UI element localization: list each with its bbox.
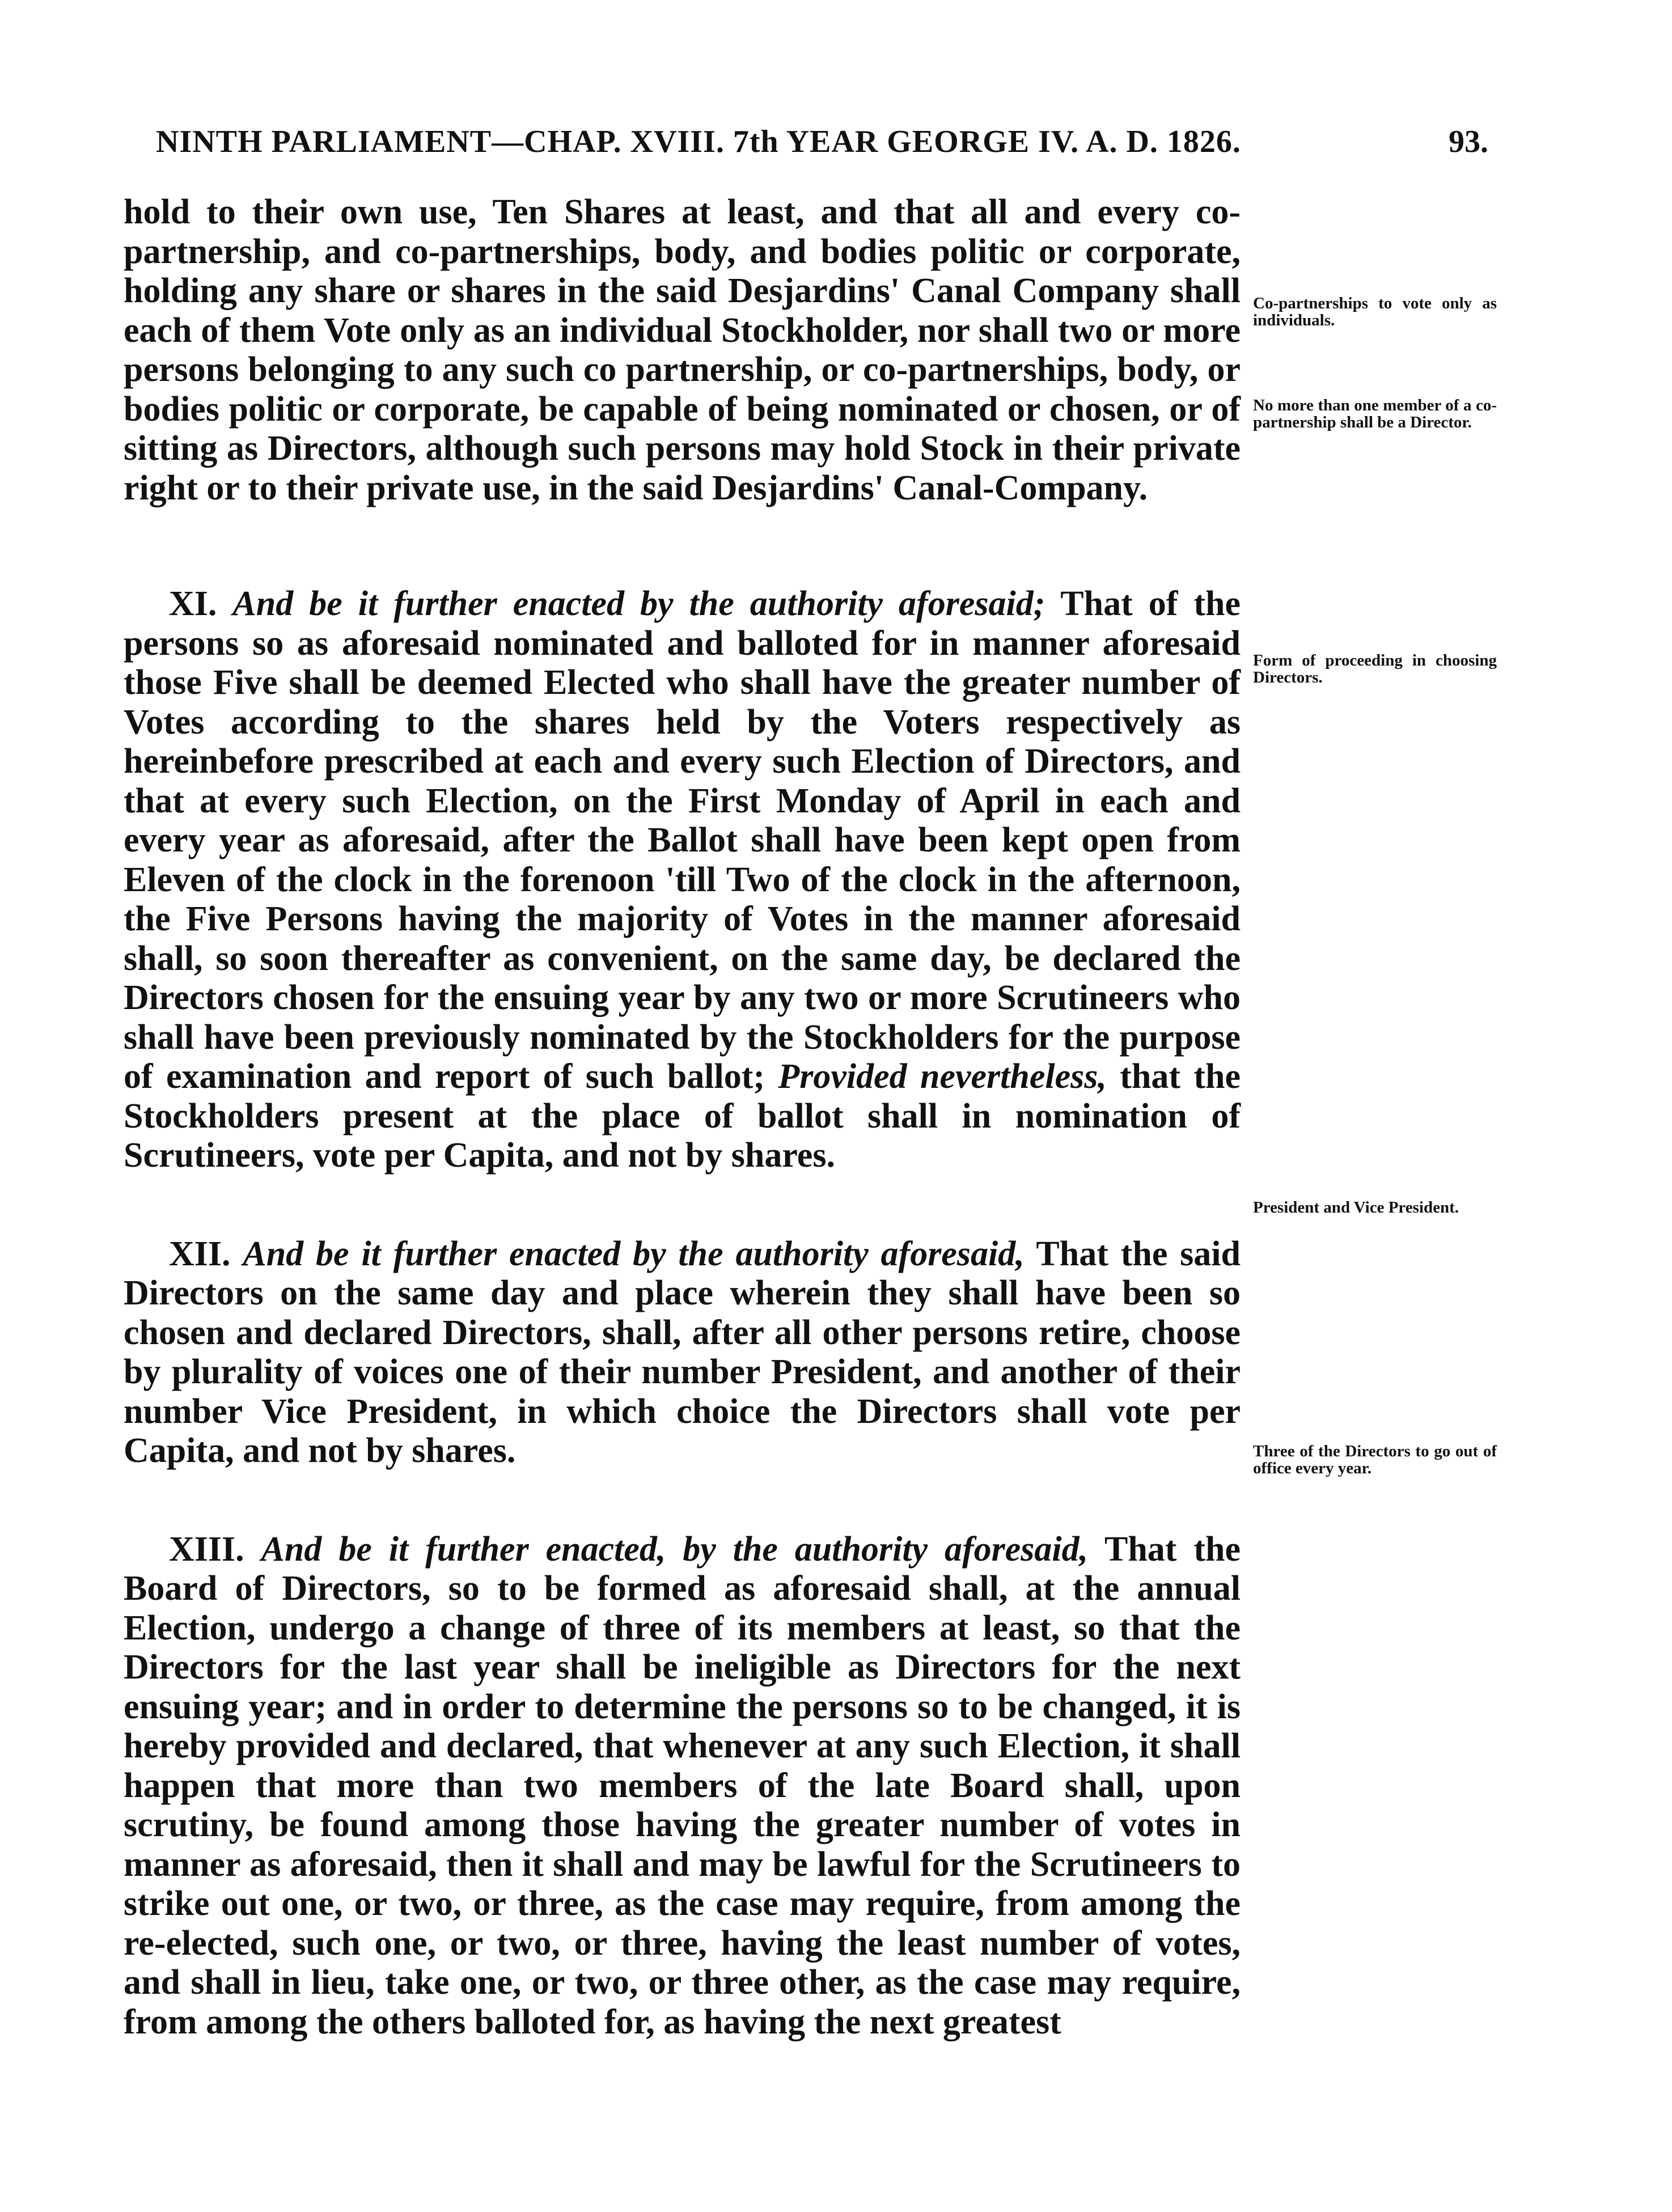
section-text: That of the persons so as aforesaid nominated and balloted for in manner aforesaid those Five shall be deemed Elected who shall have the greater number of Votes according to the shares held by the Voters respectively as hereinbefore prescribed at each and every such Election of Directors, and that at every such Election, on the First Monday of April in each and every year as aforesaid, after the Ballot shall have been kept open from Eleven of the clock in the forenoon 'till Two of the clock in the afternoon, the Five Persons having the majority of Votes in the manner aforesaid shall, so soon thereafter as convenient, on the same day, be declared the Directors chosen for the ensuing year by any two or more Scrutineers who shall have been previously nominated by the Stockholders for the purpose of examination and report of such ballot; [124, 584, 1241, 1096]
running-head: NINTH PARLIAMENT—CHAP. XVIII. 7th YEAR GEORGE IV. A. D. 1826. [156, 124, 1241, 159]
section-text-continued: that the Stockholders present at the place of ballot shall in nomination of Scrutineers, vote per Capita, and not by shares. [124, 1057, 1241, 1175]
page-header [156, 119, 1488, 164]
side-note-president: President and Vice President. [1253, 1198, 1459, 1217]
section-number: XI. [169, 584, 217, 623]
section-xiii [124, 1530, 1241, 2043]
side-note-three-directors: Three of the Directors to go out of office every year. [1253, 1442, 1497, 1477]
paragraph-continuation: hold to their own use, Ten Shares at least, and that all and every co-partnership, and co-partnerships, body, and bodies politic or corporate, holding any share or shares in the said Desjardins' Canal Company shall each of them Vote only as an individual Stockholder, nor shall two or more persons belonging to any such co partnership, or co-partnerships, body, or bodies politic or corporate, be capable of being nominated or chosen, or of sitting as Directors, although such persons may hold Stock in their private right or to their private use, in the said Desjardins' Canal-Company. [124, 193, 1241, 507]
body-text [124, 193, 1241, 2042]
section-xii [124, 1235, 1241, 1471]
section-number: XIII. [169, 1529, 244, 1569]
enacting-clause: And be it further enacted by the authority aforesaid, [243, 1234, 1025, 1273]
enacting-clause: And be it further enacted by the authority aforesaid; [232, 584, 1045, 623]
section-number: XII. [169, 1234, 231, 1273]
section-text: That the said Directors on the same day and place wherein they shall have been so chosen and declared Directors, shall, after all other persons retire, choose by plurality of voices one of their number President, and another of their number Vice President, in which choice the Directors shall vote per Capita, and not by shares. [124, 1234, 1241, 1470]
side-note-form-of-proceeding: Form of proceeding in choosing Directors. [1253, 651, 1497, 687]
section-xi [124, 584, 1241, 1176]
side-note-no-more-than-one: No more than one member of a co-partnership shall be a Director. [1253, 396, 1497, 431]
page-number: 93. [1449, 124, 1488, 159]
section-text: That the Board of Directors, so to be formed as aforesaid shall, at the annual Election, undergo a change of three of its members at least, so that the Directors for the last year shall be ineligible as Directors for the next ensuing year; and in order to determine the persons so to be changed, it is hereby provided and declared, that whenever at any such Election, it shall happen that more than two members of the late Board shall, upon scrutiny, be found among those having the greater number of votes in manner as aforesaid, then it shall and may be lawful for the Scrutineers to strike out one, or two, or three, as the case may require, from among the re-elected, such one, or two, or three, having the least number of votes, and shall in lieu, take one, or two, or three other, as the case may require, from among the others balloted for, as having the next greatest [124, 1529, 1241, 2041]
side-note-co-partnerships: Co-partnerships to vote only as individuals. [1253, 294, 1497, 329]
enacting-clause: And be it further enacted, by the authority aforesaid, [261, 1529, 1089, 1569]
proviso-clause: Provided nevertheless, [778, 1057, 1107, 1096]
